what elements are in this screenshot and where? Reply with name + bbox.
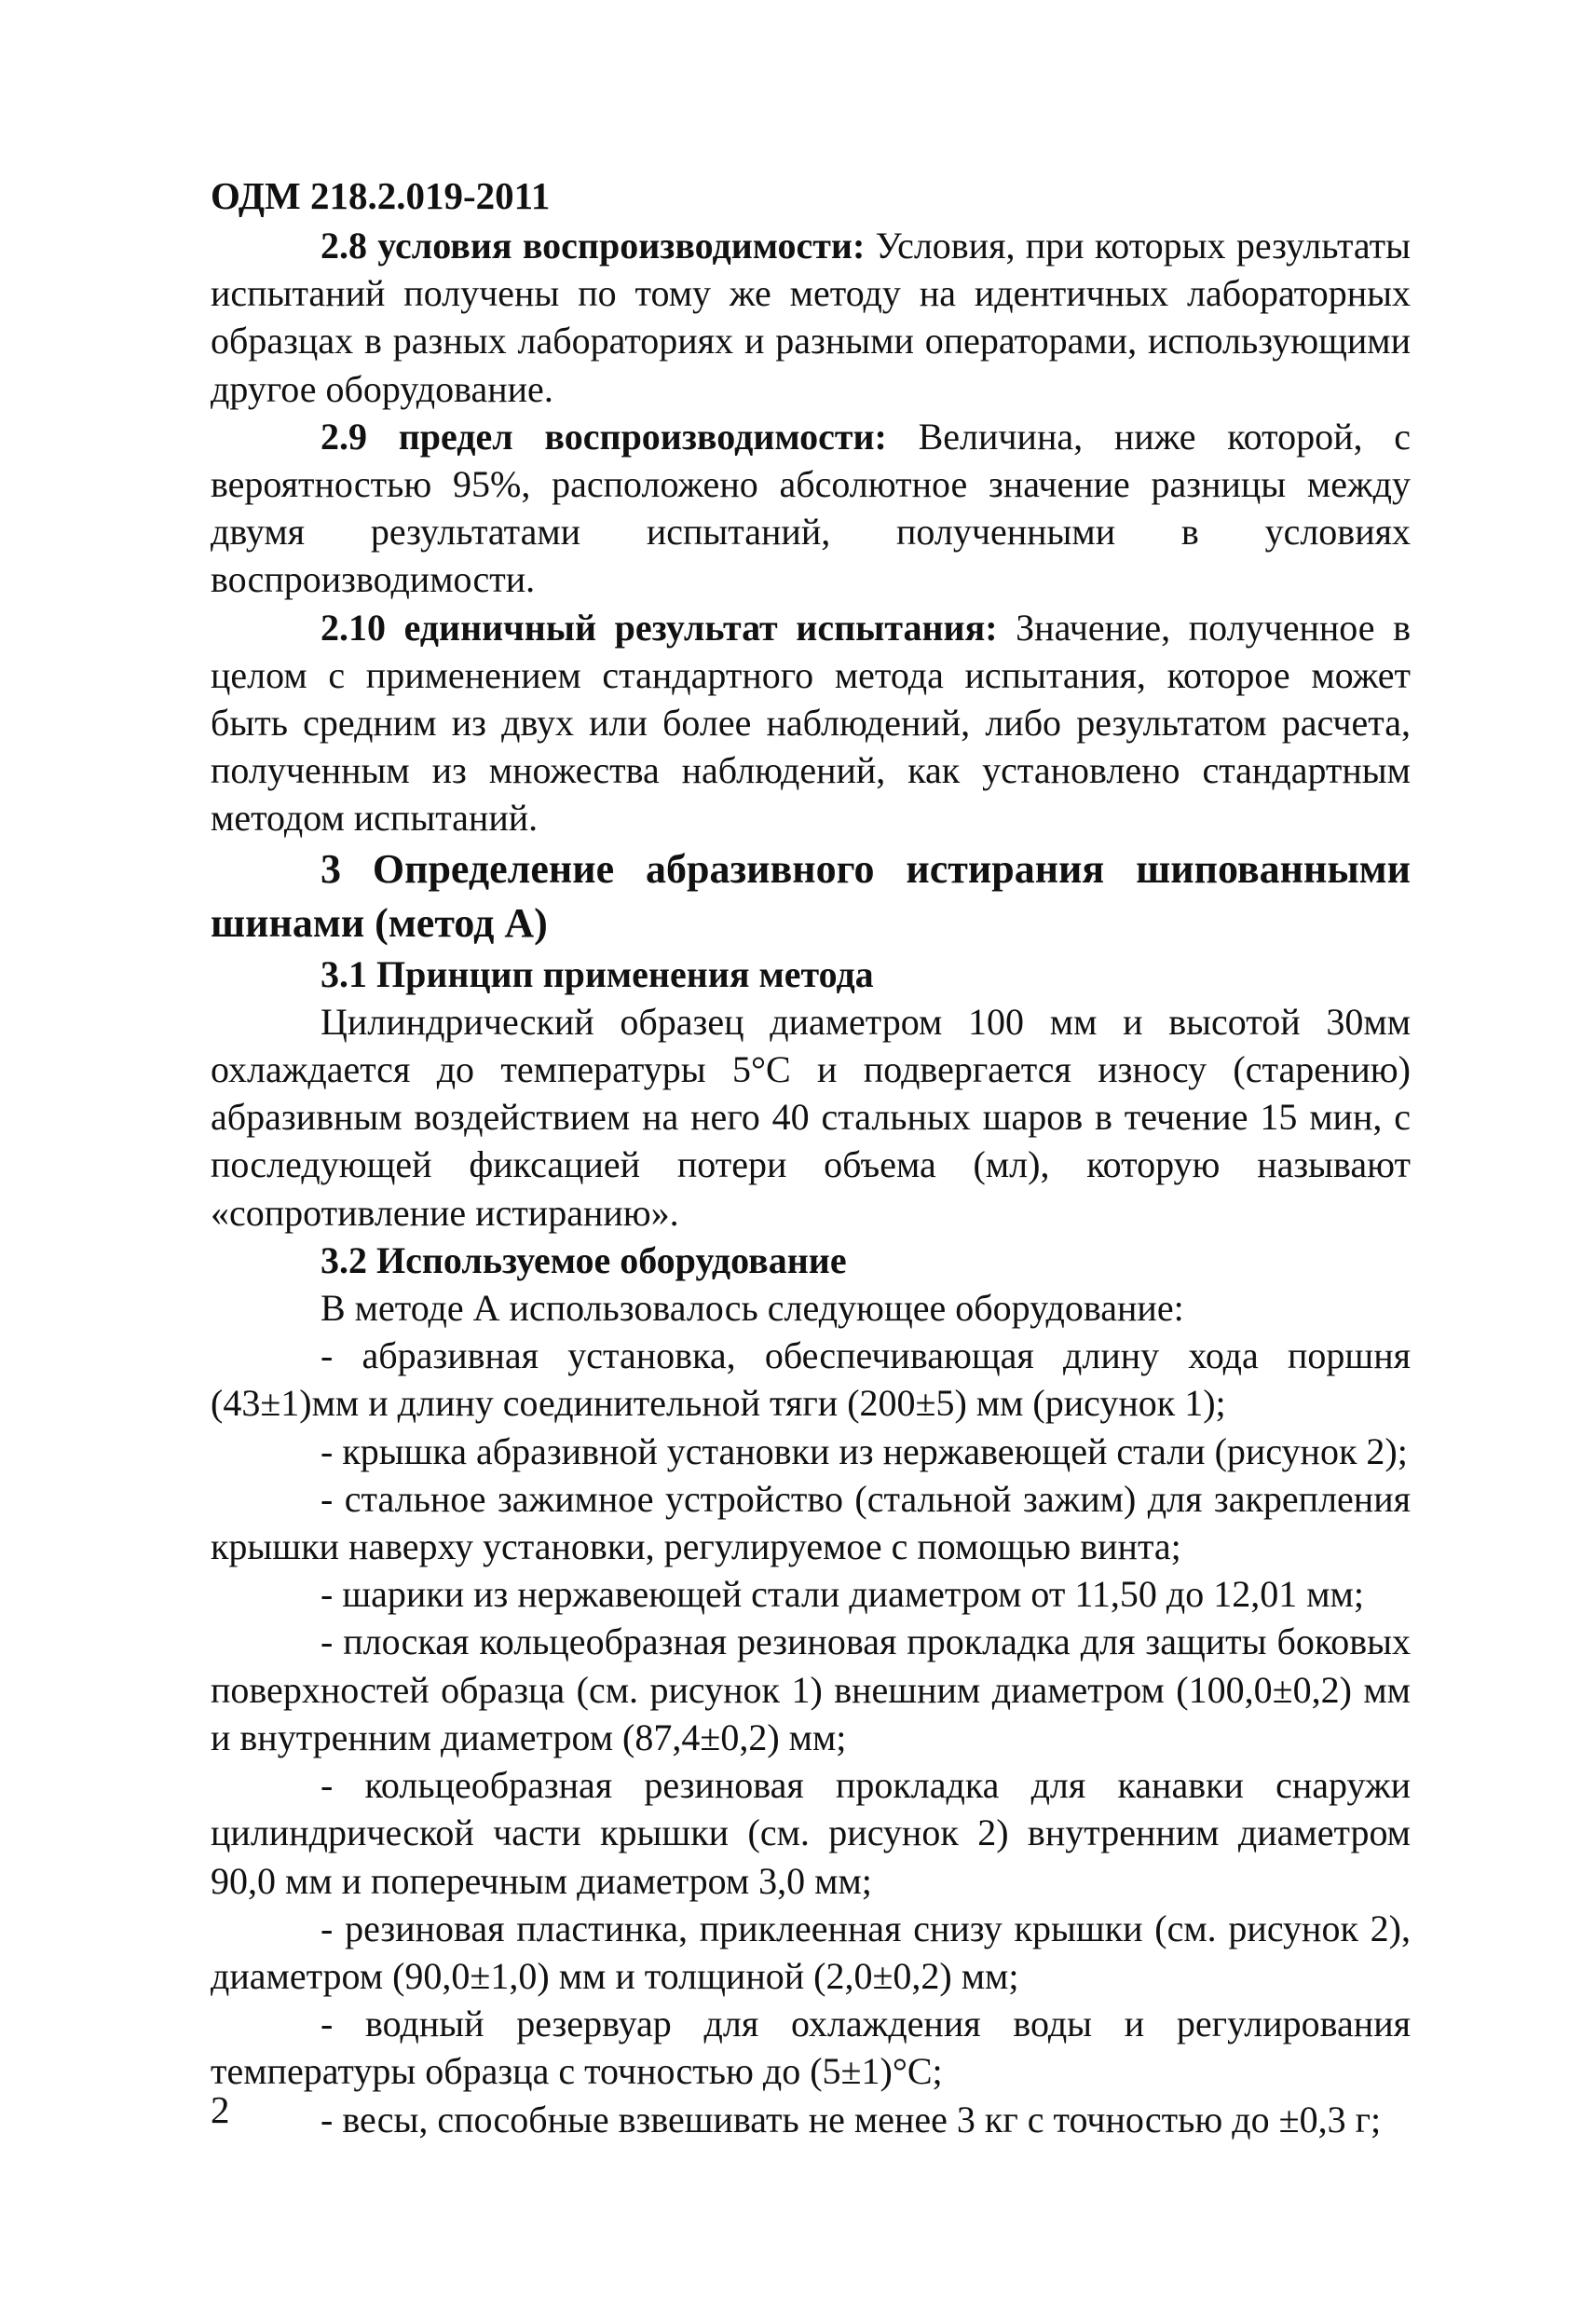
equipment-item: - плоская кольцеобразная резиновая прокладка для защиты боковых поверхностей образца (см. рисунок 1) внешним диаметром (100,0±0,2) мм и внутренним диаметром (87,4±0,2) мм; [211, 1620, 1411, 1758]
equipment-item: - водный резервуар для охлаждения воды и регулирования температуры образца с точностью до (5±1)°С; [211, 2003, 1411, 2093]
equipment-item: - весы, способные взвешивать не менее 3 кг с точностью до ±0,3 г; [321, 2098, 1382, 2140]
equipment-item: - шарики из нержавеющей стали диаметром от 11,50 до 12,01 мм; [321, 1573, 1364, 1616]
definition-2-8: Условия, при которых результаты испытаний получены по тому же методу на идентичных лабораторных образцах в разных лабораториях и разными операторами, использующими другое оборудование. [211, 225, 1411, 410]
subsection-3-1-heading: 3.1 Принцип применения метода [321, 952, 874, 995]
document-body [211, 222, 1411, 2143]
subsection-3-1-text: Цилиндрический образец диаметром 100 мм и высотой 30мм охлаждается до температуры 5°С и подвергается износу (старению) абразивным воздействием на него 40 стальных шаров в течение 15 мин, с последующей фиксацией потери объема (мл), которую называют «сопротивление истиранию». [211, 1000, 1411, 1234]
page-number: 2 [211, 2088, 230, 2131]
term-2-9: 2.9 предел воспроизводимости: [321, 415, 887, 458]
subsection-3-2-heading: 3.2 Используемое оборудование [321, 1238, 847, 1281]
document-code-header: ОДМ 218.2.019-2011 [211, 174, 551, 217]
definition-2-10: Значение, полученное в целом с применением стандартного метода испытания, которое может быть средним из двух или более наблюдений, либо результатом расчета, полученным из множества наблюдений, как установлено стандартным методом испытаний. [211, 606, 1411, 840]
term-2-10: 2.10 единичный результат испытания: [321, 606, 998, 649]
subsection-3-2-intro: В методе А использовалось следующее оборудование: [321, 1287, 1184, 1330]
definition-2-9: Величина, ниже которой, с вероятностью 95%, расположено абсолютное значение разницы между двумя результатами испытаний, полученными в условиях воспроизводимости. [211, 415, 1411, 601]
section-3-title: 3 Определение абразивного истирания шипованными шинами (метод А) [211, 845, 1411, 946]
equipment-item: - кольцеобразная резиновая прокладка для канавки снаружи цилиндрической части крышки (см. рисунок 2) внутренним диаметром 90,0 мм и поперечным диаметром 3,0 мм; [211, 1764, 1411, 1902]
paragraph-2-10 [211, 604, 1411, 842]
term-2-8: 2.8 условия воспроизводимости: [321, 225, 866, 267]
paragraph-2-9 [211, 413, 1411, 604]
equipment-item: - стальное зажимное устройство (стальной зажим) для закрепления крышки наверху установки, регулируемое с помощью винта; [211, 1477, 1411, 1568]
equipment-item: - крышка абразивной установки из нержавеющей стали (рисунок 2); [321, 1429, 1408, 1472]
equipment-item: - резиновая пластинка, приклеенная снизу крышки (см. рисунок 2), диаметром (90,0±1,0) мм и толщиной (2,0±0,2) мм; [211, 1907, 1411, 1997]
equipment-item: - абразивная установка, обеспечивающая длину хода поршня (43±1)мм и длину соединительной тяги (200±5) мм (рисунок 1); [211, 1334, 1411, 1425]
paragraph-2-8 [211, 222, 1411, 413]
